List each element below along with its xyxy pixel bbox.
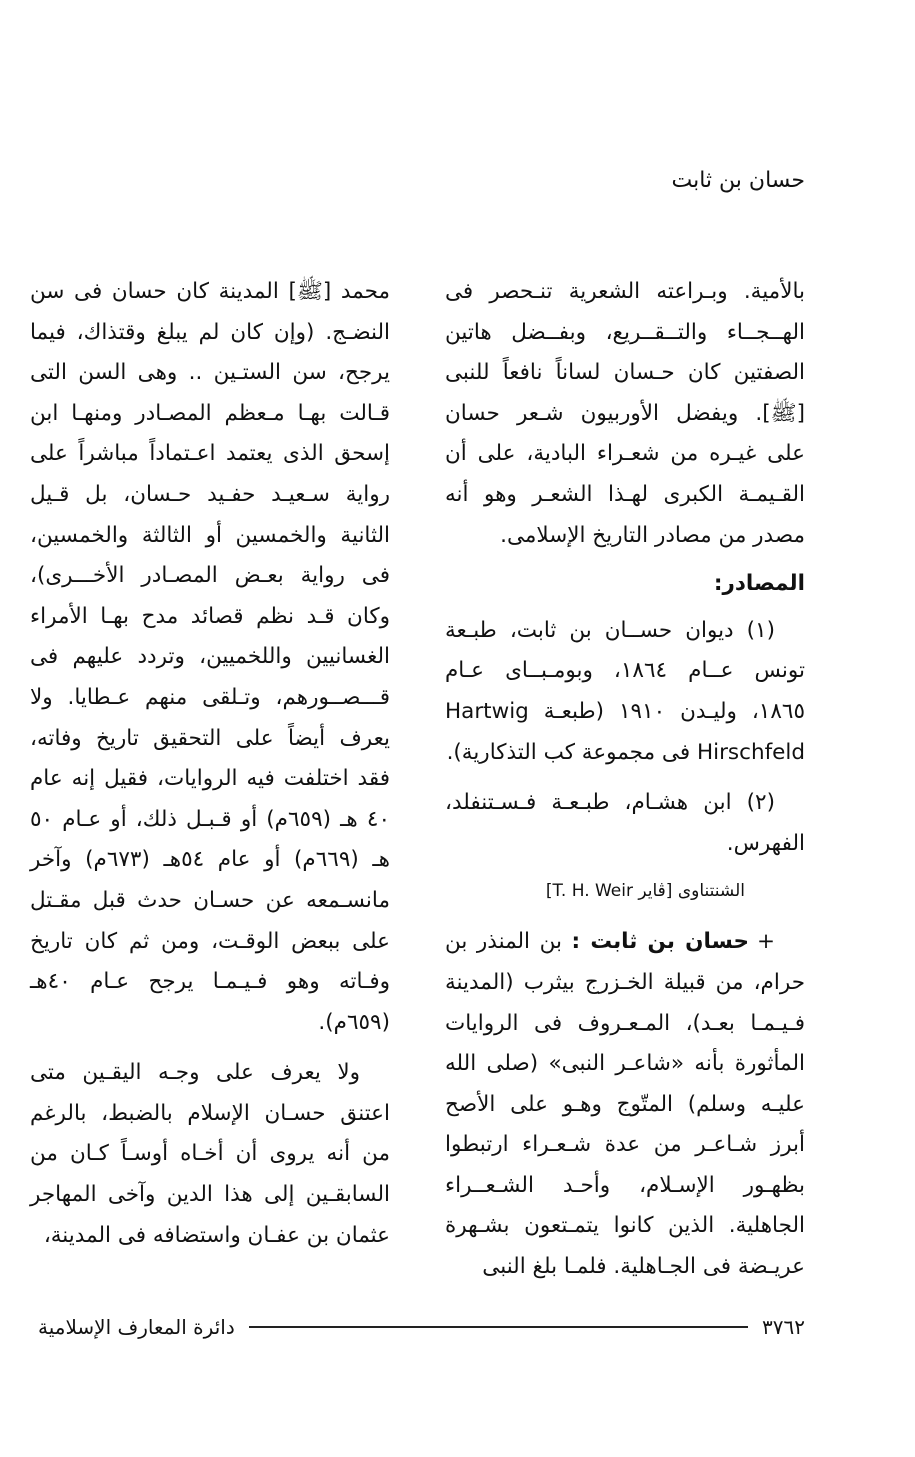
entry-headword: حسان بن ثابت : xyxy=(571,929,749,955)
page-footer xyxy=(38,1314,805,1340)
sources-heading: المصادر: xyxy=(713,571,805,597)
right-column xyxy=(445,272,805,1288)
running-header xyxy=(110,168,805,193)
author-attribution: الشنتناوى [ڤاير T. H. Weir] xyxy=(545,881,745,902)
source-item-1: (١) ديوان حســان بن ثابت، طبـعة تونس عــام ١٨٦٤، وبومـبــاى عـام ١٨٦٥، وليـدن ١٩١٠ (طبعـة Hartwig Hirschfeld فى مجموعة كب التذكارية). xyxy=(445,617,805,765)
entry-text: بن المنذر بن حرام، من قبيلة الخـزرج بيثرب (المدينة فـيـمـا بعـد)، المـعـروف فى الروايات المأثورة بأنه «شاعـر النبى» (صلى الله عليـه وسلم) المتّوج وهـو على الأصح أبرز شـاعـر من عدة شـعـراء ارتبطوا بظهـور الإسـلام، وأحـد الشـعــراء الجاهلية. الذين كانوا يتمـتعون بشـهرة عريـضة فى الجـاهلية. فلمـا بلغ النبى xyxy=(445,929,805,1280)
page-number: ٣٧٦٢ xyxy=(762,1315,805,1339)
new-entry-paragraph xyxy=(445,922,805,1287)
publication-title: دائرة المعارف الإسلامية xyxy=(38,1315,235,1339)
source-item-2: (٢) ابن هشـام، طبـعـة فـسـتنفلد، الفهرس. xyxy=(445,790,805,856)
paragraph: بالأمية. وبـراعته الشعرية تنـحصر فى الهــجــاء والتــقــريع، وبفــضل هاتين الصفتين كان حـسان لساناً نافعاً للنبى [ﷺ]. ويفضل الأوربيون شـعر حسان على غيـره من شعـراء البادية، على أن القـيمـة الكبرى لهـذا الشعـر وهو أنه مصدر من مصادر التاريخ الإسلامى. xyxy=(445,279,805,548)
paragraph: محمد [ﷺ] المدينة كان حسان فى سن النضـج. (وإن كان لم يبلغ وقتذاك، فيما يرجح، سن الستـين .. وهى السن التى قـالت بهـا مـعظم المصـادر ومنهـا ابن إسحق الذى يعتمد اعـتماداً مباشراً على رواية سـعيـد حفـيد حـسان، بل قـيل الثانية والخمسين أو الثالثة والخمسين، فى رواية بعـض المصـادر الأخـــرى)، وكان قـد نظم قصائد مدح بهـا الأمراء الغسانيين واللخميين، وتردد عليهم فى قـــصــورهم، وتـلقى منهم عـطايا. ولا يعرف أيضاً على التحقيق تاريخ وفاته، فقد اختلفت فيه الروايات، فقيل إنه عام ٤٠ هـ (٦٥٩م) أو قـبـل ذلك، أو عـام ٥٠ هـ (٦٦٩م) أو عام ٥٤هـ (٦٧٣م) وآخر مانسـمعه عن حسـان حدث قبل مقـتل على ببعض الوقـت، ومن ثم كان تاريخ وفـاته وهو فـيـمـا يرجح عـام ٤٠هـ (٦٥٩م). xyxy=(30,279,391,1035)
left-column xyxy=(30,272,390,1256)
footer-rule xyxy=(249,1326,748,1328)
paragraph: ولا يعرف على وجـه اليقـين متى اعتنق حسـان الإسلام بالضبط، بالرغم من أنه يروى أن أخـاه أوسـاً كـان من السابقـين إلى هذا الدين وآخى المهاجر عثمان بن عفـان واستضافه فى المدينة، xyxy=(30,1060,390,1248)
entry-plus-sign: + xyxy=(756,929,775,955)
running-title: حسان بن ثابت xyxy=(671,168,805,193)
